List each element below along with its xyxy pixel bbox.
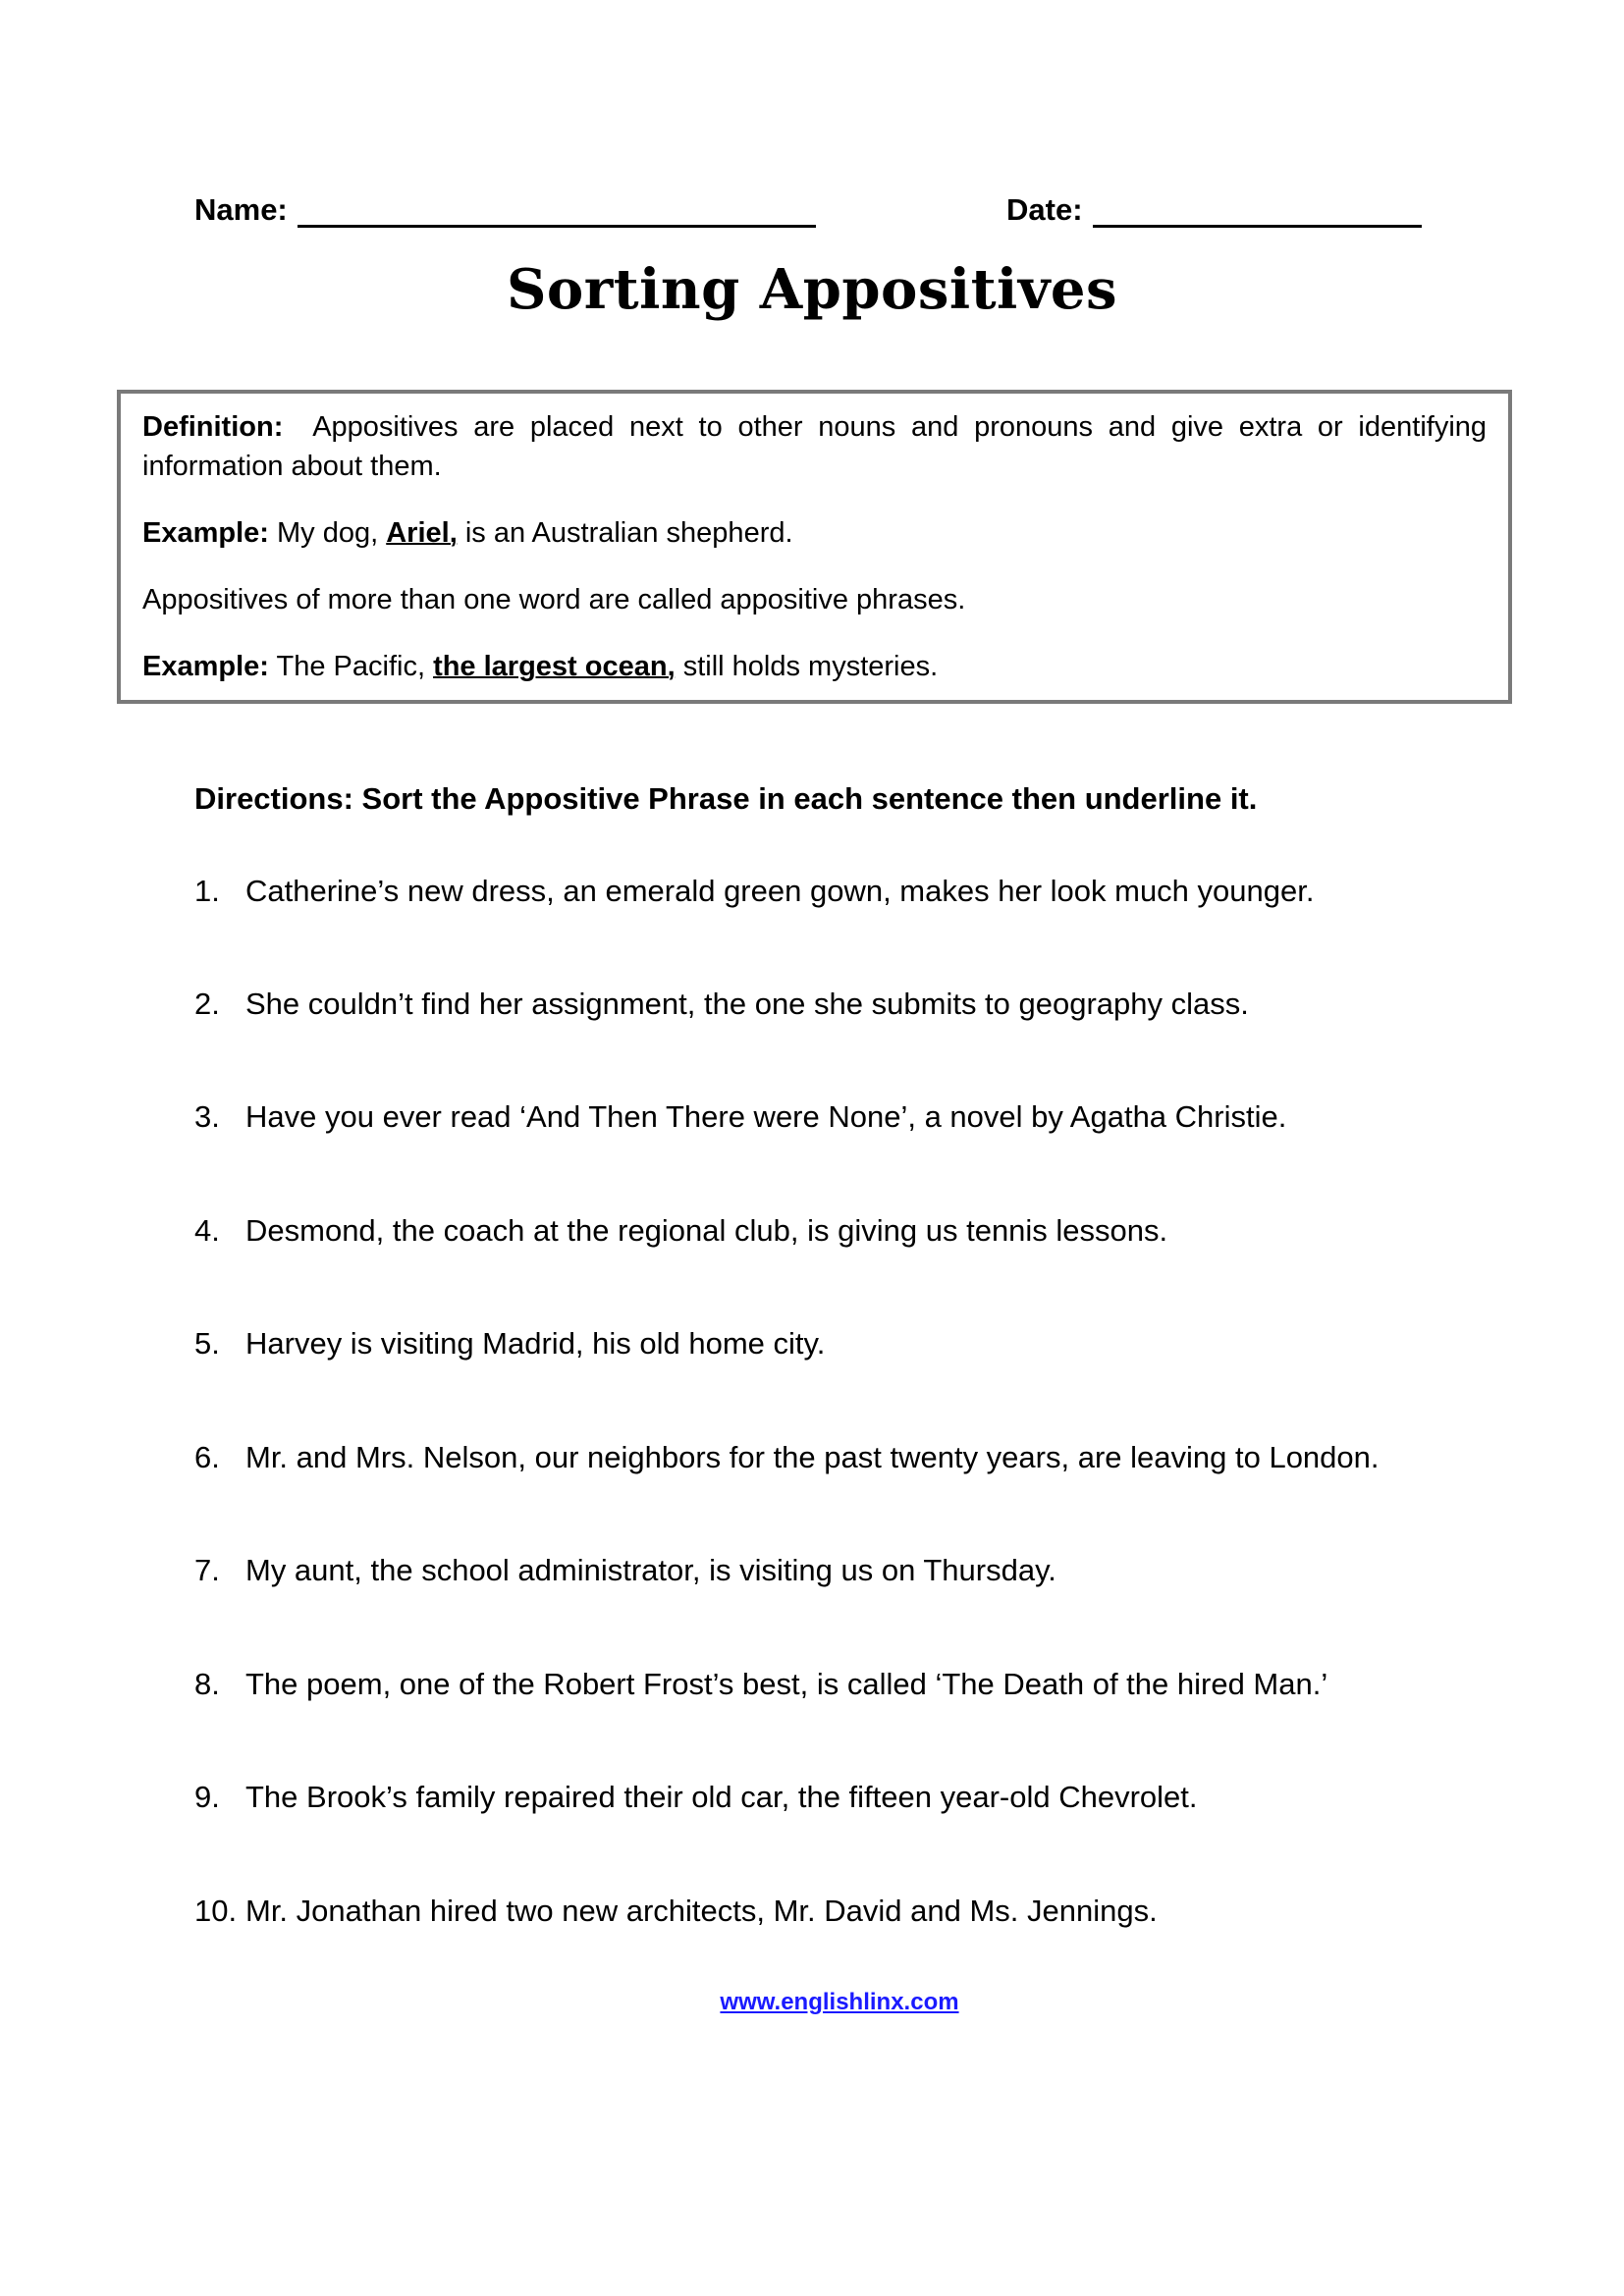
definition-box <box>117 390 1512 704</box>
list-item <box>194 1212 1402 1250</box>
name-field[interactable] <box>298 195 816 228</box>
example-1-after: is an Australian shepherd. <box>457 517 793 549</box>
item-number: 9. <box>194 1780 220 1814</box>
date-label: Date: <box>1006 192 1083 227</box>
item-text: The poem, one of the Robert Frost’s best, is called ‘The Death of the hired Man.’ <box>245 1667 1328 1701</box>
example-2-label: Example: <box>142 651 269 682</box>
item-number: 2. <box>194 987 220 1021</box>
directions: Directions: Sort the Appositive Phrase in each sentence then underline it. <box>194 781 1258 816</box>
list-item <box>194 1893 1402 1930</box>
header-row <box>194 192 1432 236</box>
list-item <box>194 1098 1402 1136</box>
item-number: 4. <box>194 1213 220 1248</box>
list-item <box>194 1325 1402 1362</box>
list-item <box>194 1439 1402 1476</box>
item-text: She couldn’t find her assignment, the one she submits to geography class. <box>245 987 1249 1021</box>
footer-link[interactable]: www.englishlinx.com <box>720 1989 959 2015</box>
example-2-appositive: the largest ocean, <box>433 651 676 682</box>
list-item <box>194 1666 1402 1703</box>
list-item <box>194 986 1402 1023</box>
item-text: Catherine’s new dress, an emerald green gown, makes her look much younger. <box>245 874 1315 908</box>
item-number: 8. <box>194 1667 220 1701</box>
definition-paragraph <box>142 407 1487 486</box>
item-number: 7. <box>194 1553 220 1587</box>
example-1-before: My dog, <box>277 517 387 549</box>
item-text: Harvey is visiting Madrid, his old home city. <box>245 1326 826 1361</box>
name-label: Name: <box>194 192 288 227</box>
example-1-label: Example: <box>142 517 269 549</box>
example-2 <box>142 647 1487 686</box>
phrases-note: Appositives of more than one word are called appositive phrases. <box>142 584 966 615</box>
page-title: Sorting Appositives <box>506 257 1118 322</box>
date-field-group <box>1006 192 1422 228</box>
item-number: 5. <box>194 1326 220 1361</box>
date-field[interactable] <box>1093 195 1422 228</box>
item-number: 6. <box>194 1440 220 1474</box>
item-text: The Brook’s family repaired their old car, the fifteen year-old Chevrolet. <box>245 1780 1198 1814</box>
list-item <box>194 873 1402 910</box>
item-text: Desmond, the coach at the regional club, is giving us tennis lessons. <box>245 1213 1168 1248</box>
item-number: 3. <box>194 1099 220 1134</box>
list-item <box>194 1552 1402 1589</box>
definition-text: Appositives are placed next to other nouns and pronouns and give extra or identifying information about them. <box>142 411 1488 482</box>
example-2-before: The Pacific, <box>276 651 434 682</box>
example-2-after: still holds mysteries. <box>675 651 939 682</box>
item-text: My aunt, the school administrator, is visiting us on Thursday. <box>245 1553 1056 1587</box>
definition-label: Definition: <box>142 411 284 443</box>
item-text: Mr. Jonathan hired two new architects, Mr. David and Ms. Jennings. <box>245 1894 1158 1928</box>
example-1 <box>142 513 1487 553</box>
item-text: Have you ever read ‘And Then There were None’, a novel by Agatha Christie. <box>245 1099 1287 1134</box>
item-number: 10. <box>194 1894 238 1928</box>
item-number: 1. <box>194 874 220 908</box>
name-field-group <box>194 192 816 228</box>
list-item <box>194 1779 1402 1816</box>
example-1-appositive: Ariel, <box>386 517 458 549</box>
item-text: Mr. and Mrs. Nelson, our neighbors for the past twenty years, are leaving to London. <box>245 1440 1380 1474</box>
